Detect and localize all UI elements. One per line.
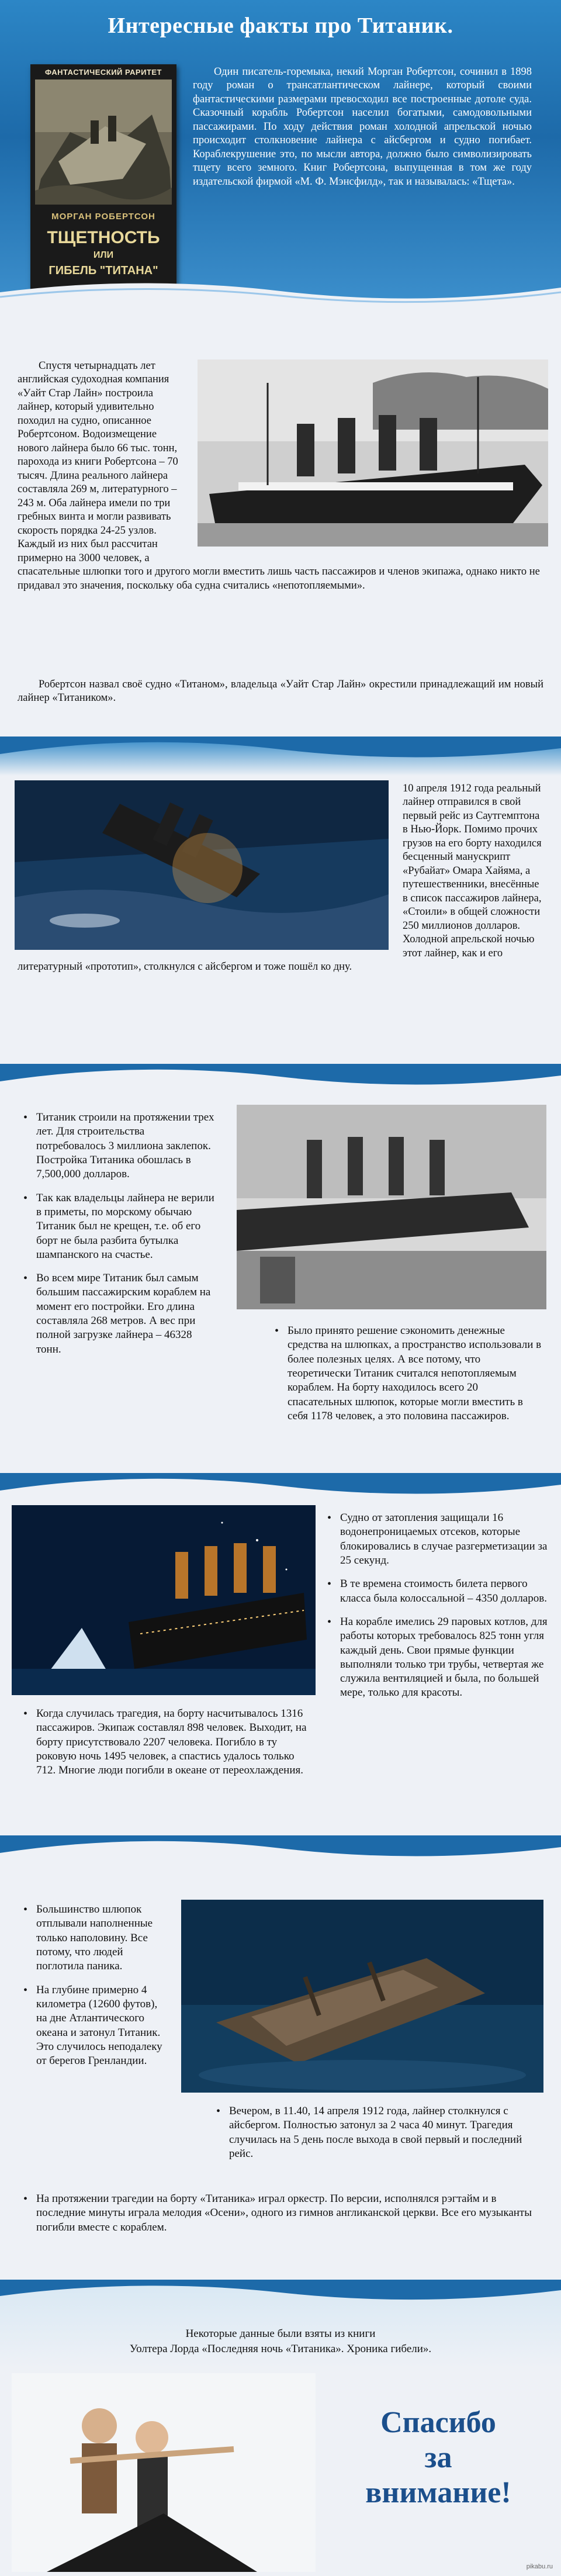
fact-b-1: • Было принято решение сэкономить денежные средства на шлюпках, а пространство использовали в более полезных целях. А все потому, что теоретически Титаник считался непотопляемым кораблем. На борту находилось всего 20 спасательных шлюпок, которые могли вместить в себя 1178 человек, а это половина пассажиров. — [288, 1324, 543, 1423]
intro-band — [0, 0, 561, 304]
source-note — [0, 2326, 561, 2356]
couple-on-bow-illustration — [12, 2373, 316, 2572]
book-author: МОРГАН РОБЕРТСОН — [51, 212, 155, 222]
book-title-ili: ИЛИ — [93, 250, 114, 260]
facts-section-efg — [0, 1835, 561, 2280]
thanks-block — [327, 2405, 549, 2510]
wave-divider-2 — [0, 737, 561, 772]
fact-c-1: • Судно от затопления защищали 16 водонепроницаемых отсеков, которые блокировались в случае разгерметизации за 25 секунд. — [340, 1511, 549, 1568]
footer-section — [0, 2280, 561, 2576]
ship-wreck-underwater — [181, 1900, 543, 2093]
fact-a-1: • Титаник строили на протяжении трех лет. Для строительства потребовалось 3 миллиона заклепок. Постройка Титаника обошлась в 7,500,000 долларов. — [36, 1111, 216, 1182]
thanks-line-1: Спасибо — [380, 2406, 496, 2439]
page-title: Интересные факты про Титаник. — [108, 13, 453, 38]
fact-c-2: • В те времена стоимость билета первого класса была колоссальной – 4350 долларов. — [340, 1577, 549, 1606]
whitestar-text-2: Робертсон назвал своё судно «Титаном», владельца «Уайт Стар Лайн» окрестили принадлежащий им новый лайнер «Титаником». — [18, 679, 543, 704]
book-title-main: ТЩЕТНОСТЬ — [47, 228, 160, 247]
watermark: pikabu.ru — [526, 2563, 553, 2570]
facts-list-a — [23, 1111, 216, 1366]
wave-divider-4 — [0, 1473, 561, 1508]
source-line-2: Уолтера Лорда «Последняя ночь «Титаника». Хроника гибели». — [129, 2342, 432, 2355]
fact-g-1: • На протяжении трагедии на борту «Титаника» играл оркестр. По версии, исполнялся рэгтайм и в последние минуты играла мелодия «Осени», одного из гимнов англиканской церкви. Все его музыканты погибли вместе с кораблем. — [36, 2192, 543, 2235]
wave-divider-1 — [0, 275, 561, 304]
facts-list-f — [216, 2104, 543, 2170]
facts-list-d — [23, 1707, 316, 1787]
fact-e-2: • На глубине примерно 4 километра (12600 футов), на дне Атлантического океана и затонул Титаник. Это случилось неподалеку от берегов Гренландии. — [36, 1983, 169, 2069]
voyage-section — [0, 737, 561, 1064]
fact-e-1: • Большинство шлюпок отплывали наполненные только наполовину. Все потому, что людей поглотила паника. — [36, 1903, 169, 1974]
book-publisher: ФАНТАСТИЧЕСКИЙ РАРИТЕТ — [45, 68, 162, 77]
titanic-photo-2 — [237, 1105, 546, 1309]
night-ship-photo — [12, 1505, 316, 1695]
fact-f-1: • Вечером, в 11.40, 14 апреля 1912 года, лайнер столкнулся с айсбергом. Полностью затонул за 2 часа 40 минут. Трагедия случилась на 5 день после выхода в свой первый и последний рейс. — [229, 2104, 543, 2161]
thanks-line-3: внимание! — [365, 2475, 511, 2509]
book-title-sub: ГИБЕЛЬ "ТИТАНА" — [49, 264, 158, 277]
whitestar-text-1: Спустя четырнадцать лет английская судоходная компания «Уайт Стар Лайн» построила лайнер, который удивительно походил на судно, описанное Робертсоном. Водоизмещение нового лайнера было 66 тыс. тонн, парохода из книги Робертсона – 70 тысяч. Длина реального лайнера составляла 269 м, литературного – 243 м. Оба лайнера имели по три гребных винта и могли развивать скорость порядка 24-25 узлов. Каждый из них был рассчитан примерно на 3000 человек, а спасательные шлюпки того и другого могли вместить лишь часть пассажиров и членов экипажа, однако никто не придавал это значения, поскольку оба судна считались «непотопляемыми». — [18, 360, 540, 592]
facts-list-b — [275, 1324, 543, 1433]
intro-text: Один писатель-горемыка, некий Морган Робертсон, сочинил в 1898 году роман о трансатлантическом лайнере, который своими фантастическими размерами превосходил все построенные дотоле суда. Сказочный корабль Робертсон населил богатыми, самодовольными пассажирами. По ходу действия роман холодной апрельской ночью происходит столкновение лайнера с айсбергом и судно погибает. Кораблекрушение это, по мысли автора, должно было символизировать тщету всего земного. Книг Робертсона, выпущенная в том же году издательской фирмой «М. Ф. Мэнсфилд», так и называлась: «Тщета». — [193, 66, 532, 188]
ship-at-night-illustration — [12, 1505, 316, 1695]
fact-c-3: • На корабле имелись 29 паровых котлов, для работы которых требовалось 825 тонн угля каждый день. Свои прямые функции выполняли только три трубы, четвертая же служила вентиляцией и была, по большей мере, только для красоты. — [340, 1615, 549, 1700]
voyage-text: 10 апреля 1912 года реальный лайнер отправился в свой первый рейс из Саутгемптона в Нью-Йорк. Помимо прочих грузов на его борту находился бесценный манускрипт «Рубайат» Омара Хайяма, а путешественники, внесённые в список пассажиров лайнера, «Стоили» в общей сложности 250 миллионов долларов. Холодной апрельской ночью этот лайнер, как и его литературный «прототип», столкнулся с айсбергом и тоже пошёл ко дну. — [18, 783, 542, 973]
book-illustration — [35, 79, 172, 205]
facts-list-g — [23, 2192, 543, 2244]
wave-divider-5 — [0, 1835, 561, 1870]
movie-poster-photo — [12, 2373, 316, 2572]
wave-divider-3 — [0, 1064, 561, 1099]
fact-a-2: • Так как владельцы лайнера не верили в приметы, по морскому обычаю Титаник был не крещен, т.е. об его борт не была разбита бутылка шампанского на счастье. — [36, 1191, 216, 1263]
sinking-ship-drawing — [35, 79, 172, 205]
facts-list-c — [327, 1511, 549, 1710]
wreck-photo — [181, 1900, 543, 2093]
thanks-line-2: за — [424, 2440, 452, 2474]
wave-divider-6 — [0, 2280, 561, 2315]
fact-d-1: • Когда случилась трагедия, на борту насчитывалось 1316 пассажиров. Экипаж составлял 898 человек. Выходит, на борту присутствовало 2207 человека. Погибло в ту роковую ночь 1495 человек, а спастись удалось только 712. Многие люди погибли в океане от переохлаждения. — [36, 1707, 316, 1778]
source-line-1: Некоторые данные были взяты из книги — [185, 2328, 376, 2340]
facts-list-e — [23, 1903, 169, 2077]
ship-in-harbor-photo — [237, 1105, 546, 1309]
facts-section-ab — [0, 1064, 561, 1473]
whitestar-section — [0, 304, 561, 737]
fact-a-3: • Во всем мире Титаник был самым большим пассажирским кораблем на момент его постройки. Его длина составляла 268 метров. А вес при полной загрузке лайнера – 46328 тонн. — [36, 1271, 216, 1357]
facts-section-cd — [0, 1473, 561, 1835]
book-cover — [30, 64, 176, 298]
